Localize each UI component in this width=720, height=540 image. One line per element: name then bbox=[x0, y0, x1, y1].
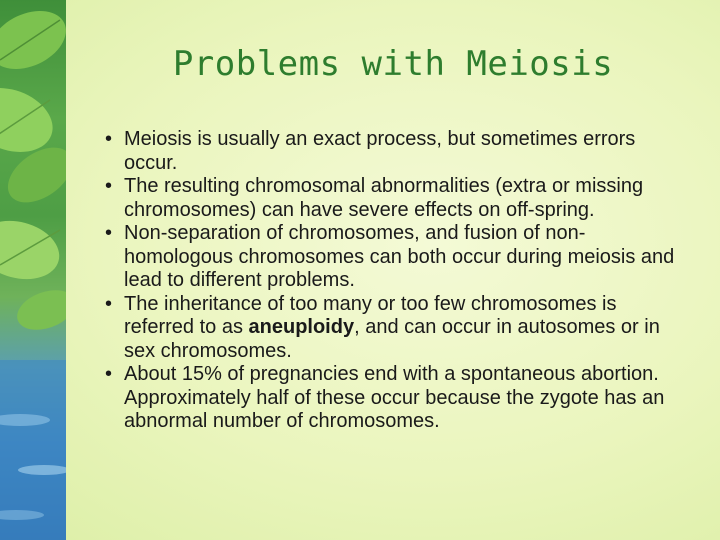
bullet-dot: • bbox=[105, 363, 113, 385]
bullet-item bbox=[102, 128, 682, 175]
bold-term: aneuploidy bbox=[248, 316, 355, 338]
bullet-text-before: The inheritance of too many or too few chromosomes is referred to as bbox=[124, 292, 617, 338]
bullet-text: About 15% of pregnancies end with a spontaneous abortion. Approximately half of these occur because the zygote has an abnormal number of chromosomes. bbox=[124, 363, 665, 432]
bullet-item bbox=[102, 222, 682, 293]
bullet-dot: • bbox=[105, 292, 113, 315]
bullet-text: The resulting chromosomal abnormalities (extra or missing chromosomes) can have severe effects on off-spring. bbox=[124, 175, 644, 221]
leaf-water-side-strip bbox=[0, 0, 66, 540]
bullet-text-after: , and can occur in autosomes or in sex chromosomes. bbox=[124, 316, 660, 362]
leaves-image bbox=[0, 0, 66, 540]
bullet-dot: • bbox=[105, 222, 113, 244]
bullet-item bbox=[102, 363, 682, 434]
bullet-item bbox=[102, 175, 682, 222]
bullet-text: Meiosis is usually an exact process, but sometimes errors occur. bbox=[124, 128, 636, 174]
bullet-dot: • bbox=[105, 128, 113, 150]
bullet-item bbox=[102, 293, 682, 364]
bullet-list bbox=[102, 128, 682, 434]
slide-title: Problems with Meiosis bbox=[172, 44, 614, 84]
bullet-text: Non-separation of chromosomes, and fusion of non-homologous chromosomes can both occur during meiosis and lead to different problems. bbox=[124, 222, 675, 291]
bullet-dot: • bbox=[105, 175, 113, 197]
